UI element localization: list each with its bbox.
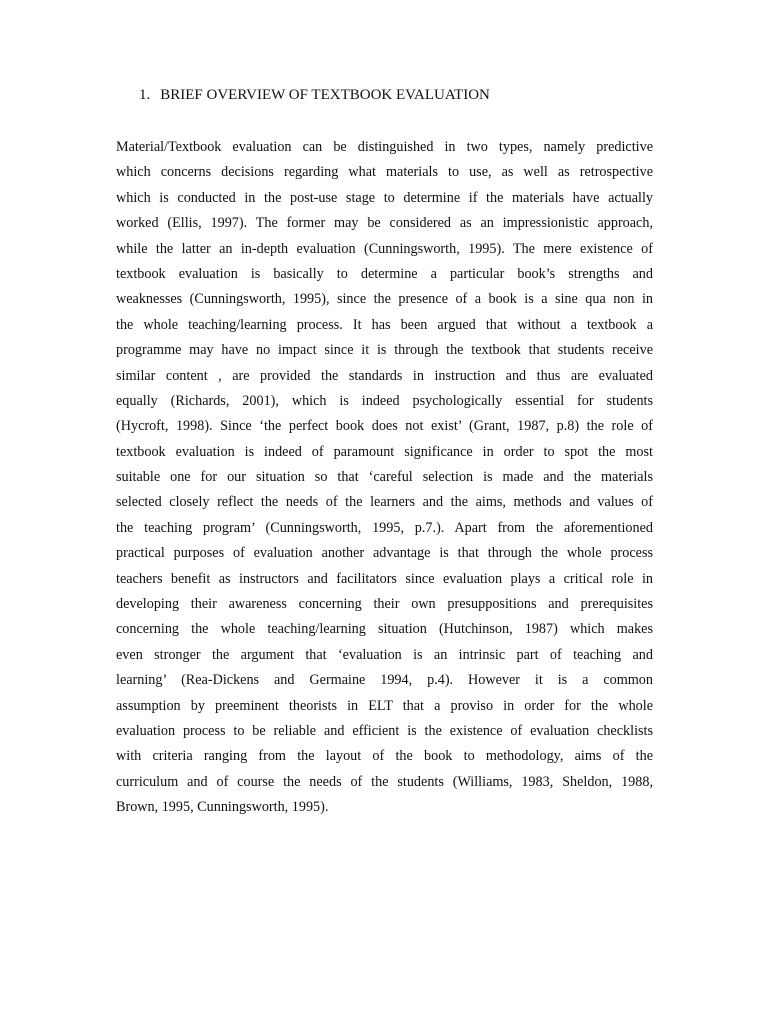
paragraph-line: concerning the whole teaching/learning situation (Hutchinson, 1987) which makes — [116, 621, 653, 638]
paragraph-line: teachers benefit as instructors and facilitators since evaluation plays a critical role in — [116, 570, 653, 587]
paragraph-line: (Hycroft, 1998). Since ‘the perfect book does not exist’ (Grant, 1987, p.8) the role of — [116, 418, 653, 435]
paragraph-line: which concerns decisions regarding what materials to use, as well as retrospective — [116, 164, 653, 181]
paragraph-line: with criteria ranging from the layout of the book to methodology, aims of the — [116, 748, 653, 765]
paragraph-line: practical purposes of evaluation another advantage is that through the whole process — [116, 545, 653, 562]
paragraph-line: developing their awareness concerning their own presuppositions and prerequisites — [116, 596, 653, 613]
paragraph-line: while the latter an in-depth evaluation (Cunningsworth, 1995). The mere existence of — [116, 240, 653, 257]
paragraph-line: weaknesses (Cunningsworth, 1995), since the presence of a book is a sine qua non in — [116, 291, 653, 308]
section-number: 1. — [139, 87, 151, 103]
paragraph-line: Material/Textbook evaluation can be distinguished in two types, namely predictive — [116, 139, 653, 155]
paragraph-line: assumption by preeminent theorists in ELT that a proviso in order for the whole — [116, 697, 653, 714]
paragraph-line: curriculum and of course the needs of the students (Williams, 1983, Sheldon, 1988, — [116, 773, 653, 790]
section-heading — [139, 87, 490, 104]
paragraph-line: textbook evaluation is basically to determine a particular book’s strengths and — [116, 265, 653, 282]
paragraph-line: programme may have no impact since it is through the textbook that students receive — [116, 342, 653, 359]
paragraph-line: which is conducted in the post-use stage to determine if the materials have actually — [116, 189, 653, 206]
paragraph-line: the whole teaching/learning process. It has been argued that without a textbook a — [116, 316, 653, 333]
section-title: BRIEF OVERVIEW OF TEXTBOOK EVALUATION — [160, 87, 490, 103]
paragraph-line: worked (Ellis, 1997). The former may be considered as an impressionistic approach, — [116, 215, 653, 232]
paragraph-line: similar content , are provided the standards in instruction and thus are evaluated — [116, 367, 653, 384]
paragraph-line: evaluation process to be reliable and efficient is the existence of evaluation checklists — [116, 722, 653, 739]
body-paragraph — [116, 135, 653, 821]
paragraph-line: even stronger the argument that ‘evaluation is an intrinsic part of teaching and — [116, 646, 653, 663]
paragraph-line: textbook evaluation is indeed of paramount significance in order to spot the most — [116, 443, 653, 460]
paragraph-line: equally (Richards, 2001), which is indeed psychologically essential for students — [116, 392, 653, 409]
paragraph-line: learning’ (Rea-Dickens and Germaine 1994, p.4). However it is a common — [116, 672, 653, 689]
paragraph-line: selected closely reflect the needs of the learners and the aims, methods and values of — [116, 494, 653, 511]
paragraph-line: the teaching program’ (Cunningsworth, 1995, p.7.). Apart from the aforementioned — [116, 519, 653, 536]
paragraph-line: Brown, 1995, Cunningsworth, 1995). — [116, 799, 329, 816]
paragraph-line: suitable one for our situation so that ‘careful selection is made and the materials — [116, 469, 653, 486]
